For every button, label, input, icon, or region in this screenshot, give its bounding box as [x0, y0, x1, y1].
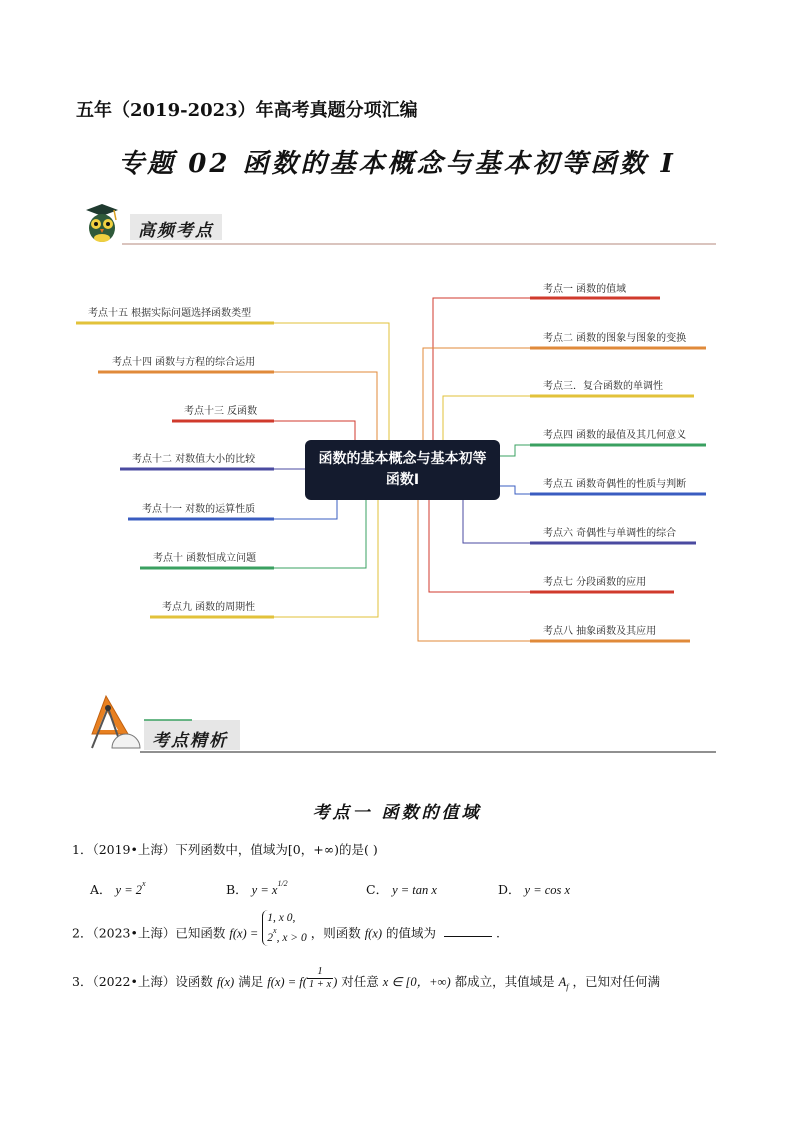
question-1-option-a — [90, 880, 146, 898]
question-3-mid1: 满足 — [238, 974, 264, 989]
question-3-func2-end: ) — [333, 975, 338, 989]
fraction-denominator: 1 + x — [308, 979, 332, 990]
question-3-mid3: 都成立，其值域是 — [454, 974, 555, 989]
answer-blank — [444, 926, 492, 937]
fraction-numerator: 1 — [307, 966, 333, 979]
section-heading: 考点一 函数的值域 — [312, 803, 482, 823]
question-2-prefix: 2．（2023•上海）已知函数 — [72, 925, 226, 941]
question-3-mid2: 对任意 — [341, 974, 379, 989]
question-2 — [72, 912, 501, 946]
mindmap-item: 考点八 抽象函数及其应用 — [543, 626, 657, 637]
mindmap-item: 考点四 函数的最值及其几何意义 — [543, 430, 687, 441]
question-3-set-subscript: f — [566, 982, 569, 992]
mindmap-item: 考点十五 根据实际问题选择函数类型 — [88, 308, 252, 319]
mindmap-item: 考点五 函数奇偶性的性质与判断 — [543, 479, 687, 490]
option-d-math: y = cos x — [524, 883, 571, 897]
mindmap-item: 考点六 奇偶性与单调性的综合 — [543, 528, 677, 539]
collection-title: 五年（2019-2023）年高考真题分项汇编 — [76, 100, 418, 121]
piece-case-2: 2 — [267, 931, 274, 944]
banner-high-frequency-label: 高频考点 — [138, 221, 214, 241]
mindmap-item: 考点十一 对数的运算性质 — [142, 504, 256, 515]
question-3-func1: f(x) — [216, 975, 235, 989]
question-1-option-c — [366, 880, 437, 898]
mindmap-item: 考点七 分段函数的应用 — [543, 577, 647, 588]
question-2-suffix-b: 的值域为 — [386, 925, 437, 941]
mindmap-item: 考点九 函数的周期性 — [162, 602, 256, 613]
piece-case-2-rest: , x > 0 — [276, 931, 307, 944]
question-3-fraction — [307, 966, 333, 991]
question-2-end: . — [496, 925, 501, 941]
banner-analysis — [82, 690, 716, 756]
option-c-math: y = tan x — [392, 883, 437, 897]
question-3-prefix: 3．（2022•上海）设函数 — [72, 974, 213, 989]
question-2-suffix-a: ，则函数 — [310, 925, 361, 941]
mindmap-item: 考点一 函数的值域 — [543, 284, 627, 295]
mindmap-item: 考点十三 反函数 — [184, 406, 258, 417]
topic-title: 专题 02 函数的基本概念与基本初等函数 I — [118, 149, 676, 179]
question-3-set: A — [558, 975, 567, 989]
piece-case-2-exponent: x — [273, 926, 277, 935]
option-a-label: A． — [90, 882, 112, 897]
question-3-condition: x ∈ [0，+∞) — [382, 975, 451, 989]
mindmap-item: 考点十四 函数与方程的综合运用 — [112, 357, 256, 368]
option-b-math: y = x — [251, 883, 278, 897]
option-c-label: C． — [366, 882, 389, 897]
question-2-piecewise — [262, 910, 306, 946]
question-3 — [72, 966, 660, 992]
question-3-tail: ，已知对任何满 — [572, 974, 660, 989]
mindmap-center-node: 函数的基本概念与基本初等函数I — [305, 440, 500, 500]
banner-high-frequency — [82, 202, 716, 252]
mindmap-item: 考点十二 对数值大小的比较 — [132, 454, 256, 465]
banner-analysis-label: 考点精析 — [152, 731, 228, 751]
option-b-exponent: 1/2 — [277, 878, 288, 888]
option-a-exponent: x — [142, 878, 146, 888]
question-2-suffix-func: f(x) — [364, 926, 383, 941]
option-d-label: D． — [498, 882, 521, 897]
question-1-option-b — [226, 880, 288, 898]
option-a-math: y = 2 — [115, 883, 142, 897]
question-2-func: f(x) = — [229, 926, 259, 941]
question-3-func2: f(x) = f( — [267, 975, 307, 989]
option-b-label: B． — [226, 882, 248, 897]
question-1-option-d — [498, 880, 570, 898]
piece-case-1: 1, x 0, — [267, 912, 296, 924]
question-1-stem: 1．（2019•上海）下列函数中，值域为[0，+∞)的是( ) — [72, 842, 378, 857]
mindmap-item: 考点二 函数的图象与图象的变换 — [543, 333, 687, 344]
mindmap-item: 考点三．复合函数的单调性 — [543, 381, 663, 392]
mindmap-item: 考点十 函数恒成立问题 — [153, 553, 257, 564]
